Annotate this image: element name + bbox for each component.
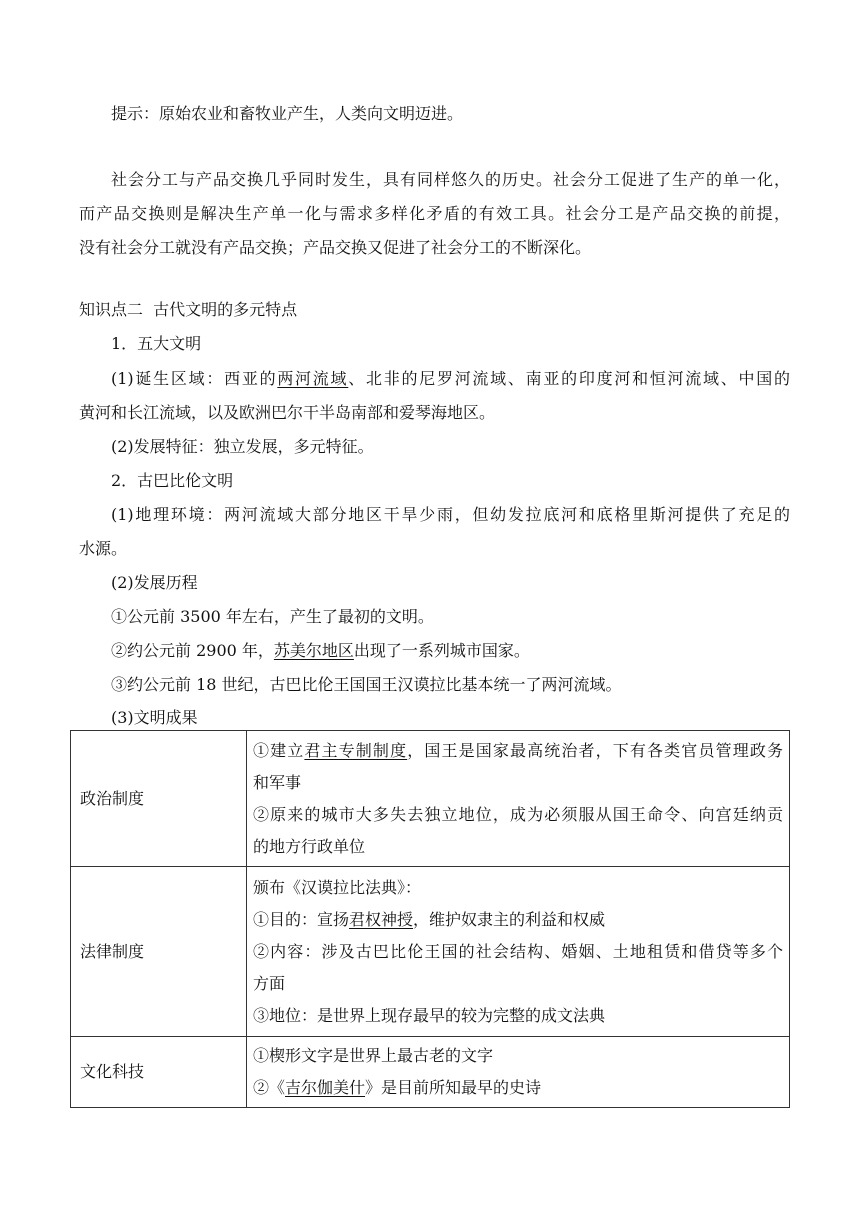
row-content-culture: ①楔形文字是世界上最古老的文字 ②《吉尔伽美什》是目前所知最早的史诗 xyxy=(247,1037,790,1108)
s2-heading: 2．古巴比伦文明 xyxy=(111,471,234,490)
section-title: 知识点二 古代文明的多元特点 xyxy=(79,300,298,319)
table-row xyxy=(71,1037,790,1108)
s2-dev-heading: (2)发展历程 xyxy=(111,573,198,592)
paragraph-line-2: 而产品交换则是解决生产单一化与需求多样化矛盾的有效工具。社会分工是产品交换的前提， xyxy=(79,204,790,223)
term-gilgamesh: 吉尔伽美什 xyxy=(285,1078,366,1097)
paragraph-line-1: 社会分工与产品交换几乎同时发生，具有同样悠久的历史。社会分工促进了生产的单一化， xyxy=(111,170,790,189)
s2-ach-heading: (3)文明成果 xyxy=(111,708,198,727)
achievements-table xyxy=(70,730,790,1108)
term-two-rivers: 两河流域 xyxy=(277,369,349,388)
row-label-law: 法律制度 xyxy=(71,867,247,1037)
s2-dev-3: ③约公元前 18 世纪，古巴比伦王国国王汉谟拉比基本统一了两河流域。 xyxy=(111,675,622,694)
row-content-law: 颁布《汉谟拉比法典》： ①目的：宣扬君权神授，维护奴隶主的利益和权威 ②内容：涉及古巴比伦王国的社会结构、婚姻、土地租赁和借贷等多个 方面 ③地位：是世界上现存最早的较为完整的成文法典 xyxy=(247,867,790,1037)
s1-feature: (2)发展特征：独立发展，多元特征。 xyxy=(111,437,374,456)
s2-geo-line-1: (1)地理环境：两河流域大部分地区干旱少雨，但幼发拉底河和底格里斯河提供了充足的 xyxy=(111,505,790,524)
term-autocracy: 君主专制制度 xyxy=(304,740,408,760)
table-row xyxy=(71,867,790,1037)
s1-origin-line-2: 黄河和长江流域，以及欧洲巴尔干半岛南部和爱琴海地区。 xyxy=(79,403,496,422)
row-label-politics: 政治制度 xyxy=(71,731,247,867)
s2-geo-line-2: 水源。 xyxy=(79,539,128,558)
paragraph-line-3: 没有社会分工就没有产品交换；产品交换又促进了社会分工的不断深化。 xyxy=(79,238,592,257)
s1-heading: 1．五大文明 xyxy=(111,334,202,353)
s2-dev-1: ①公元前 3500 年左右，产生了最初的文明。 xyxy=(111,607,434,626)
term-divine-right: 君权神授 xyxy=(349,909,414,929)
s2-dev-2: ②约公元前 2900 年，苏美尔地区出现了一系列城市国家。 xyxy=(111,641,530,660)
hint-text: 提示：原始农业和畜牧业产生，人类向文明迈进。 xyxy=(111,104,464,123)
term-sumer: 苏美尔地区 xyxy=(273,641,354,660)
row-content-politics: ①建立君主专制制度，国王是国家最高统治者，下有各类官员管理政务 和军事 ②原来的城市大多失去独立地位，成为必须服从国王命令、向宫廷纳贡 的地方行政单位 xyxy=(247,731,790,867)
row-label-culture: 文化科技 xyxy=(71,1037,247,1108)
table-row xyxy=(71,731,790,867)
s1-origin-line-1: (1)诞生区域：西亚的两河流域、北非的尼罗河流域、南亚的印度河和恒河流域、中国的 xyxy=(111,369,790,388)
